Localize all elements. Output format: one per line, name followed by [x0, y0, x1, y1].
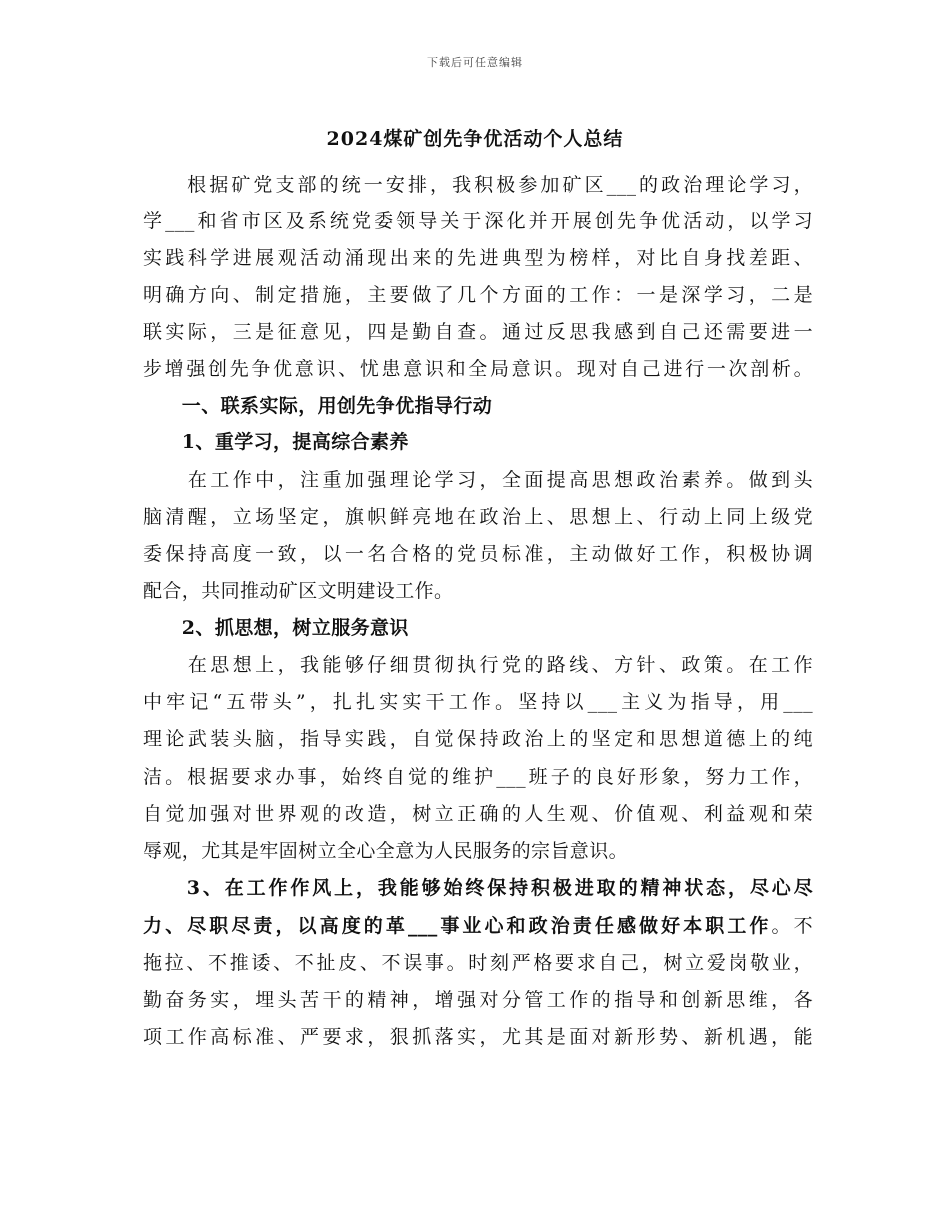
body-line: 拖拉、不推诿、不扯皮、不误事。时刻严格要求自己，树立爱岗敬业， [143, 952, 813, 974]
body-line: 中牢记“五带头”，扎扎实实干工作。坚持以___主义为指导，用___ [143, 691, 813, 713]
body-line: 洁。根据要求办事，始终自觉的维护___班子的良好形象，努力工作， [143, 766, 813, 788]
body-line: 脑清醒，立场坚定，旗帜鲜亮地在政治上、思想上、行动上同上级党 [143, 506, 813, 528]
body-line: 在思想上，我能够仔细贯彻执行党的路线、方针、政策。在工作 [143, 654, 813, 676]
document-title: 2024煤矿创先争优活动个人总结 [326, 128, 624, 150]
body-line: 步增强创先争优意识、忧患意识和全局意识。现对自己进行一次剖析。 [143, 358, 813, 380]
body-line [143, 913, 813, 939]
body-line: 3、在工作作风上，我能够始终保持积极进取的精神状态，尽心尽 [143, 877, 813, 899]
body-line: 学___和省市区及系统党委领导关于深化并开展创先争优活动，以学习 [143, 210, 813, 232]
body-line: 根据矿党支部的统一安排，我积极参加矿区___的政治理论学习， [143, 174, 813, 196]
body-line: 一、联系实际，用创先争优指导行动 [143, 395, 493, 417]
body-line: 项工作高标准、严要求，狠抓落实，尤其是面对新形势、新机遇，能 [143, 1026, 813, 1048]
body-line-segment: 力、尽职尽责，以高度的革___事业心和政治责任感做好本职工作 [143, 915, 772, 937]
body-line-segment: 。不 [771, 915, 813, 937]
body-line: 自觉加强对世界观的改造，树立正确的人生观、价值观、利益观和荣 [143, 803, 813, 825]
body-line: 辱观，尤其是牢固树立全心全意为人民服务的宗旨意识。 [143, 840, 629, 862]
body-line: 在工作中，注重加强理论学习，全面提高思想政治素养。做到头 [143, 469, 813, 491]
page-header-note: 下载后可任意编辑 [427, 56, 523, 69]
body-line: 明确方向、制定措施，主要做了几个方面的工作：一是深学习，二是 [143, 284, 813, 306]
body-line: 2、抓思想，树立服务意识 [143, 617, 409, 639]
body-line: 配合，共同推动矿区文明建设工作。 [143, 580, 454, 602]
body-line: 1、重学习，提高综合素养 [143, 431, 409, 453]
body-line: 勤奋务实，埋头苦干的精神，增强对分管工作的指导和创新思维，各 [143, 989, 813, 1011]
body-line: 理论武装头脑，指导实践，自觉保持政治上的坚定和思想道德上的纯 [143, 728, 813, 750]
body-line: 委保持高度一致，以一名合格的党员标准，主动做好工作，积极协调 [143, 543, 813, 565]
body-line: 实践科学进展观活动涌现出来的先进典型为榜样，对比自身找差距、 [143, 247, 813, 269]
body-line: 联实际，三是征意见，四是勤自查。通过反思我感到自己还需要进一 [143, 321, 813, 343]
